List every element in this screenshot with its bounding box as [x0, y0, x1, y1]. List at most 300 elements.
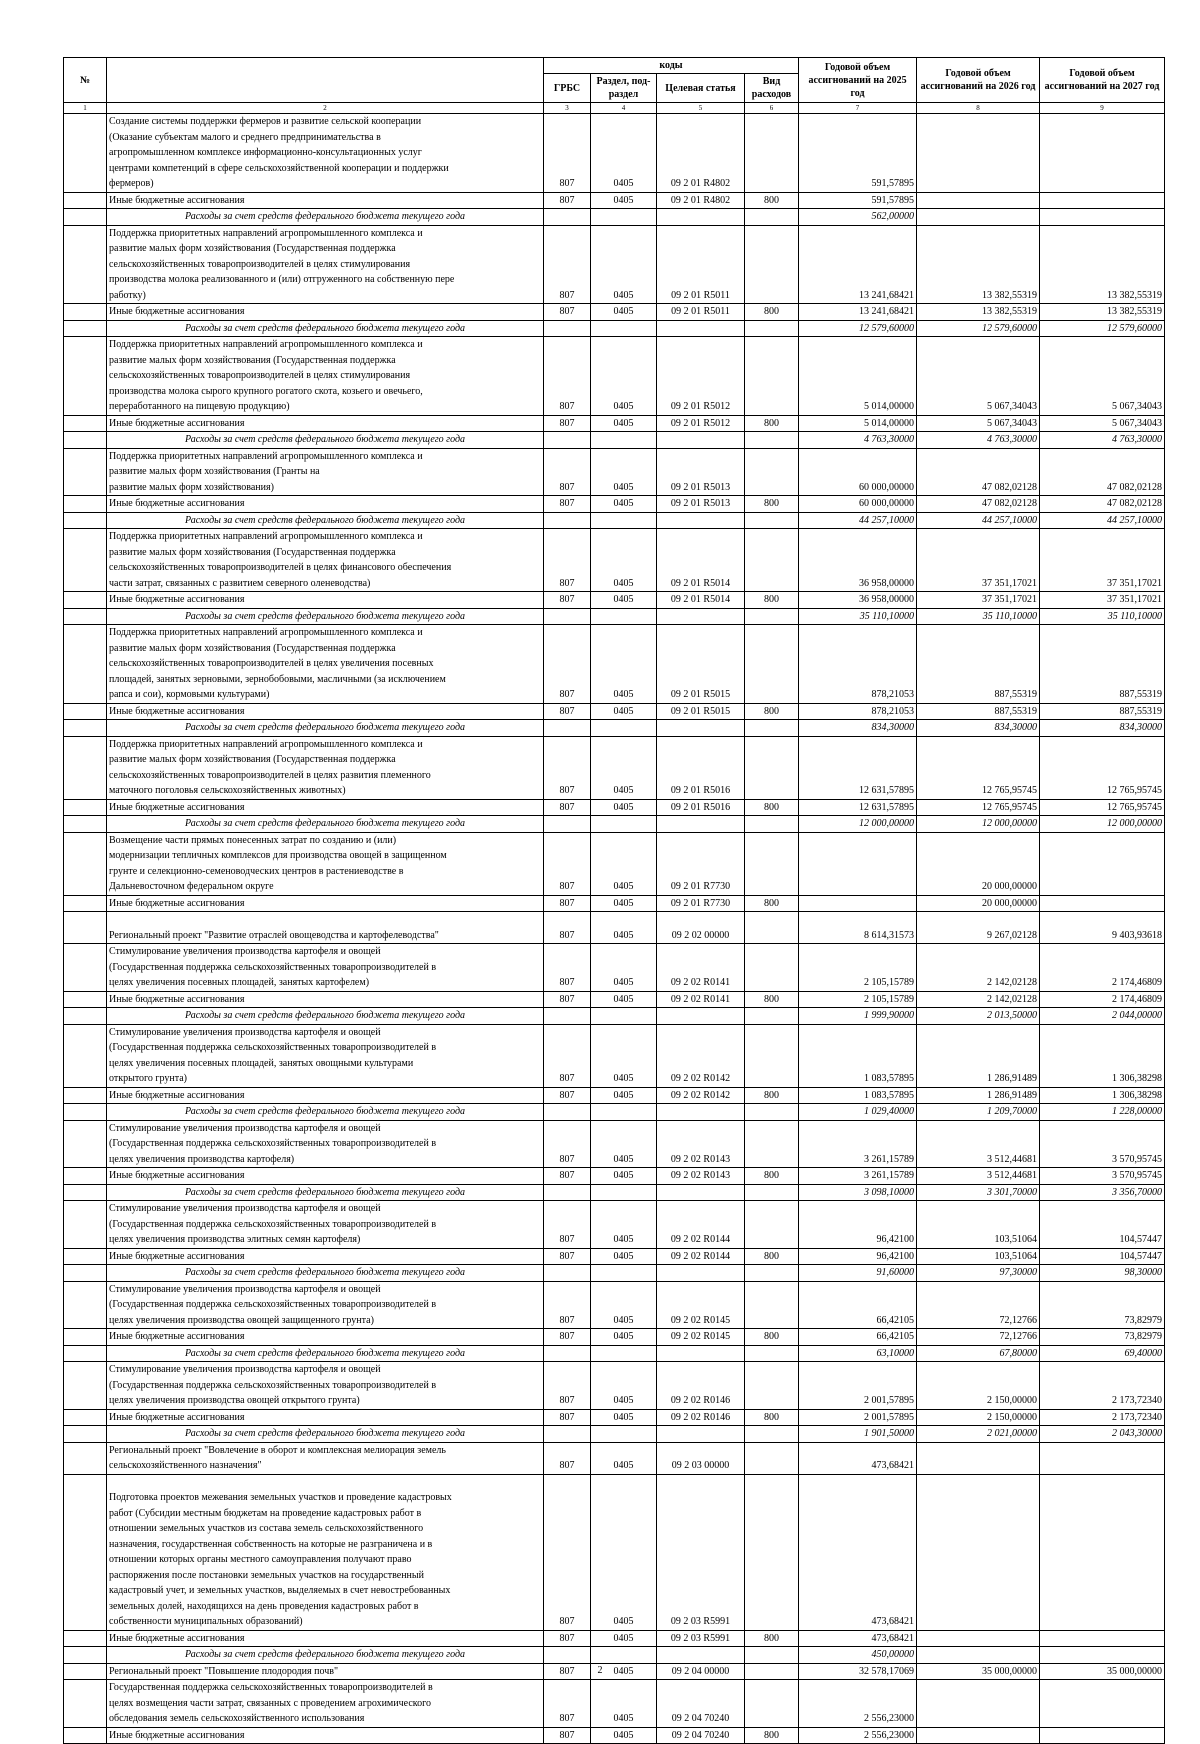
page-number: 2	[597, 1665, 603, 1676]
expense-type-cell	[745, 225, 799, 304]
federal-budget-subrow	[64, 512, 1165, 529]
section-cell: 0405	[591, 625, 657, 704]
item-name-cell: Иные бюджетные ассигнования	[107, 1329, 544, 1346]
section-cell: 0405	[591, 1409, 657, 1426]
expense-type-cell	[745, 1184, 799, 1201]
section-cell: 0405	[591, 912, 657, 944]
header-expense-type: Вид расходов	[745, 74, 799, 103]
grbs-cell	[544, 1104, 591, 1121]
row-number-cell	[64, 1265, 107, 1282]
item-name-cell: Стимулирование увеличения производства картофеля и овощей (Государственная поддержка сельскохозяйственных товаропроизводителей в целях увеличения посевных площадей, занятых картофелем)	[107, 944, 544, 992]
grbs-cell	[544, 1426, 591, 1443]
row-number-cell	[64, 496, 107, 513]
amount-2026-cell: 12 765,95745	[917, 736, 1040, 799]
row-number-cell	[64, 1329, 107, 1346]
expense-type-cell: 800	[745, 496, 799, 513]
amount-2025-cell: 1 083,57895	[799, 1087, 917, 1104]
grbs-cell	[544, 1647, 591, 1664]
section-cell	[591, 608, 657, 625]
expense-type-cell	[745, 529, 799, 592]
section-cell	[591, 816, 657, 833]
table-row	[64, 895, 1165, 912]
amount-2027-cell: 2 173,72340	[1040, 1409, 1165, 1426]
target-article-cell: 09 2 01 R4802	[657, 192, 745, 209]
target-article-cell: 09 2 01 R5015	[657, 703, 745, 720]
expense-type-cell: 800	[745, 1630, 799, 1647]
amount-2025-cell: 473,68421	[799, 1474, 917, 1630]
federal-budget-subrow	[64, 320, 1165, 337]
expense-type-cell	[745, 816, 799, 833]
row-number-cell	[64, 114, 107, 193]
table-row	[64, 1409, 1165, 1426]
section-cell: 0405	[591, 1630, 657, 1647]
target-article-cell: 09 2 01 R5013	[657, 496, 745, 513]
amount-2026-cell: 3 512,44681	[917, 1120, 1040, 1168]
section-cell	[591, 1647, 657, 1664]
grbs-cell: 807	[544, 1329, 591, 1346]
column-number: 5	[657, 103, 745, 114]
amount-2025-cell: 3 261,15789	[799, 1120, 917, 1168]
row-number-cell	[64, 1647, 107, 1664]
table-row	[64, 1362, 1165, 1410]
expense-type-cell: 800	[745, 1329, 799, 1346]
grbs-cell: 807	[544, 448, 591, 496]
amount-2027-cell	[1040, 1630, 1165, 1647]
grbs-cell: 807	[544, 496, 591, 513]
amount-2027-cell	[1040, 209, 1165, 226]
section-cell	[591, 1426, 657, 1443]
amount-2025-cell: 13 241,68421	[799, 304, 917, 321]
section-cell: 0405	[591, 1727, 657, 1744]
target-article-cell: 09 2 02 R0146	[657, 1362, 745, 1410]
row-number-cell	[64, 529, 107, 592]
row-number-cell	[64, 1201, 107, 1249]
item-name-cell: Иные бюджетные ассигнования	[107, 1727, 544, 1744]
amount-2025-cell: 96,42100	[799, 1248, 917, 1265]
row-number-cell	[64, 1630, 107, 1647]
expense-type-cell	[745, 448, 799, 496]
expense-type-cell	[745, 114, 799, 193]
grbs-cell: 807	[544, 1442, 591, 1474]
amount-2026-cell: 9 267,02128	[917, 912, 1040, 944]
amount-2025-cell: 63,10000	[799, 1345, 917, 1362]
section-cell: 0405	[591, 592, 657, 609]
section-cell: 0405	[591, 944, 657, 992]
grbs-cell	[544, 209, 591, 226]
budget-table	[63, 57, 1165, 1744]
section-cell: 0405	[591, 192, 657, 209]
amount-2026-cell: 103,51064	[917, 1248, 1040, 1265]
target-article-cell	[657, 1008, 745, 1025]
amount-2025-cell: 91,60000	[799, 1265, 917, 1282]
amount-2025-cell: 5 014,00000	[799, 415, 917, 432]
amount-2026-cell: 1 286,91489	[917, 1024, 1040, 1087]
target-article-cell: 09 2 02 R0143	[657, 1168, 745, 1185]
target-article-cell: 09 2 01 R5016	[657, 736, 745, 799]
target-article-cell	[657, 816, 745, 833]
amount-2026-cell: 72,12766	[917, 1329, 1040, 1346]
section-cell: 0405	[591, 1281, 657, 1329]
row-number-cell	[64, 1442, 107, 1474]
grbs-cell: 807	[544, 1362, 591, 1410]
item-name-cell: Стимулирование увеличения производства картофеля и овощей (Государственная поддержка сельскохозяйственных товаропроизводителей в целях увеличения производства картофеля)	[107, 1120, 544, 1168]
item-name-cell: Иные бюджетные ассигнования	[107, 991, 544, 1008]
grbs-cell: 807	[544, 832, 591, 895]
row-number-cell	[64, 304, 107, 321]
amount-2026-cell: 2 142,02128	[917, 944, 1040, 992]
expense-type-cell: 800	[745, 1727, 799, 1744]
target-article-cell	[657, 432, 745, 449]
expense-type-cell: 800	[745, 304, 799, 321]
section-cell: 0405	[591, 1168, 657, 1185]
grbs-cell: 807	[544, 114, 591, 193]
target-article-cell: 09 2 02 00000	[657, 912, 745, 944]
expense-type-cell	[745, 1120, 799, 1168]
amount-2025-cell: 2 556,23000	[799, 1680, 917, 1728]
expense-type-cell: 800	[745, 415, 799, 432]
header-year-2026: Годовой объем ассигнований на 2026 год	[917, 58, 1040, 103]
grbs-cell: 807	[544, 912, 591, 944]
section-cell: 0405	[591, 448, 657, 496]
target-article-cell: 09 2 02 R0146	[657, 1409, 745, 1426]
expense-type-cell	[745, 1281, 799, 1329]
amount-2027-cell: 2 173,72340	[1040, 1362, 1165, 1410]
amount-2025-cell: 13 241,68421	[799, 225, 917, 304]
amount-2027-cell: 1 306,38298	[1040, 1024, 1165, 1087]
grbs-cell: 807	[544, 944, 591, 992]
item-name-cell: Расходы за счет средств федерального бюджета текущего года	[107, 1104, 544, 1121]
amount-2027-cell: 12 765,95745	[1040, 736, 1165, 799]
federal-budget-subrow	[64, 720, 1165, 737]
expense-type-cell	[745, 720, 799, 737]
target-article-cell: 09 2 01 R5013	[657, 448, 745, 496]
federal-budget-subrow	[64, 1647, 1165, 1664]
row-number-cell	[64, 991, 107, 1008]
amount-2025-cell: 44 257,10000	[799, 512, 917, 529]
section-cell: 0405	[591, 1201, 657, 1249]
amount-2027-cell: 37 351,17021	[1040, 592, 1165, 609]
row-number-cell	[64, 625, 107, 704]
section-cell	[591, 720, 657, 737]
grbs-cell: 807	[544, 1663, 591, 1680]
item-name-cell: Расходы за счет средств федерального бюджета текущего года	[107, 512, 544, 529]
item-name-cell: Региональный проект "Повышение плодородия почв"	[107, 1663, 544, 1680]
target-article-cell: 09 2 01 R5012	[657, 337, 745, 416]
expense-type-cell: 800	[745, 1248, 799, 1265]
table-row	[64, 337, 1165, 416]
expense-type-cell: 800	[745, 703, 799, 720]
expense-type-cell	[745, 1442, 799, 1474]
amount-2027-cell: 3 570,95745	[1040, 1168, 1165, 1185]
item-name-cell: Стимулирование увеличения производства картофеля и овощей (Государственная поддержка сельскохозяйственных товаропроизводителей в целях увеличения производства элитных семян картофеля)	[107, 1201, 544, 1249]
section-cell: 0405	[591, 415, 657, 432]
table-row	[64, 1680, 1165, 1728]
expense-type-cell: 800	[745, 192, 799, 209]
item-name-cell: Поддержка приоритетных направлений агропромышленного комплекса и развитие малых форм хозяйствования (Государственная поддержка сельскохозяйственных товаропроизводителей в целях стимулирования производства молока реализованного и (или) отгруженного на собственную пере работку)	[107, 225, 544, 304]
grbs-cell: 807	[544, 592, 591, 609]
section-cell	[591, 1008, 657, 1025]
amount-2025-cell: 450,00000	[799, 1647, 917, 1664]
amount-2025-cell: 60 000,00000	[799, 496, 917, 513]
amount-2025-cell: 32 578,17069	[799, 1663, 917, 1680]
row-number-cell	[64, 1727, 107, 1744]
section-cell: 0405	[591, 304, 657, 321]
target-article-cell: 09 2 02 R0141	[657, 944, 745, 992]
item-name-cell: Региональный проект "Вовлечение в оборот и комплексная мелиорация земель сельскохозяйственного назначения"	[107, 1442, 544, 1474]
target-article-cell: 09 2 02 R0145	[657, 1329, 745, 1346]
table-row	[64, 1474, 1165, 1630]
table-row	[64, 703, 1165, 720]
grbs-cell: 807	[544, 895, 591, 912]
table-row	[64, 304, 1165, 321]
amount-2026-cell: 37 351,17021	[917, 529, 1040, 592]
row-number-cell	[64, 592, 107, 609]
expense-type-cell: 800	[745, 592, 799, 609]
expense-type-cell	[745, 320, 799, 337]
target-article-cell	[657, 1426, 745, 1443]
header-number: №	[64, 58, 107, 103]
item-name-cell: Расходы за счет средств федерального бюджета текущего года	[107, 1184, 544, 1201]
item-name-cell: Поддержка приоритетных направлений агропромышленного комплекса и развитие малых форм хозяйствования (Гранты на развитие малых форм хозяйствования)	[107, 448, 544, 496]
amount-2027-cell: 47 082,02128	[1040, 448, 1165, 496]
amount-2027-cell: 5 067,34043	[1040, 415, 1165, 432]
amount-2025-cell: 3 261,15789	[799, 1168, 917, 1185]
federal-budget-subrow	[64, 1104, 1165, 1121]
amount-2026-cell: 1 209,70000	[917, 1104, 1040, 1121]
federal-budget-subrow	[64, 1345, 1165, 1362]
amount-2026-cell: 13 382,55319	[917, 304, 1040, 321]
target-article-cell: 09 2 01 R5015	[657, 625, 745, 704]
expense-type-cell: 800	[745, 991, 799, 1008]
amount-2026-cell: 44 257,10000	[917, 512, 1040, 529]
expense-type-cell	[745, 209, 799, 226]
table-row	[64, 415, 1165, 432]
amount-2025-cell: 473,68421	[799, 1630, 917, 1647]
section-cell: 0405	[591, 799, 657, 816]
target-article-cell: 09 2 02 R0141	[657, 991, 745, 1008]
target-article-cell: 09 2 01 R5011	[657, 304, 745, 321]
row-number-cell	[64, 225, 107, 304]
amount-2027-cell	[1040, 832, 1165, 895]
amount-2027-cell: 2 174,46809	[1040, 944, 1165, 992]
row-number-cell	[64, 1120, 107, 1168]
item-name-cell: Создание системы поддержки фермеров и развитие сельской кооперации (Оказание субъектам малого и среднего предпринимательства в агропромышленном комплексе информационно-консультационных услуг центрами компетенций в сфере сельскохозяйственной кооперации и поддержки фермеров)	[107, 114, 544, 193]
column-number: 4	[591, 103, 657, 114]
row-number-cell	[64, 1426, 107, 1443]
row-number-cell	[64, 192, 107, 209]
amount-2025-cell: 878,21053	[799, 703, 917, 720]
grbs-cell: 807	[544, 1168, 591, 1185]
row-number-cell	[64, 912, 107, 944]
amount-2026-cell	[917, 1630, 1040, 1647]
table-row	[64, 448, 1165, 496]
expense-type-cell: 800	[745, 1087, 799, 1104]
section-cell: 0405	[591, 991, 657, 1008]
target-article-cell: 09 2 01 R5016	[657, 799, 745, 816]
amount-2026-cell: 35 000,00000	[917, 1663, 1040, 1680]
amount-2026-cell: 35 110,10000	[917, 608, 1040, 625]
grbs-cell: 807	[544, 1630, 591, 1647]
grbs-cell: 807	[544, 337, 591, 416]
item-name-cell: Подготовка проектов межевания земельных участков и проведение кадастровых работ (Субсидии местным бюджетам на проведение кадастровых работ в отношении земельных участков из состава земель сельскохозяйственного назначения, государственная собственность на которые не разграничена и в отношении которых органы местного самоуправления получают право распоряжения после постановки земельных участков на государственный кадастровый учет, и земельных участков, выделяемых в счет невостребованных земельных долей, находящихся на день проведения кадастровых работ в собственности муниципальных образований)	[107, 1474, 544, 1630]
item-name-cell: Расходы за счет средств федерального бюджета текущего года	[107, 720, 544, 737]
table-row	[64, 625, 1165, 704]
grbs-cell: 807	[544, 225, 591, 304]
amount-2025-cell	[799, 832, 917, 895]
target-article-cell: 09 2 02 R0144	[657, 1248, 745, 1265]
amount-2026-cell: 12 579,60000	[917, 320, 1040, 337]
amount-2026-cell: 47 082,02128	[917, 448, 1040, 496]
amount-2025-cell: 12 631,57895	[799, 736, 917, 799]
amount-2027-cell: 3 570,95745	[1040, 1120, 1165, 1168]
amount-2027-cell: 3 356,70000	[1040, 1184, 1165, 1201]
amount-2027-cell: 1 306,38298	[1040, 1087, 1165, 1104]
expense-type-cell	[745, 625, 799, 704]
amount-2026-cell: 2 142,02128	[917, 991, 1040, 1008]
target-article-cell	[657, 320, 745, 337]
row-number-cell	[64, 320, 107, 337]
row-number-cell	[64, 1104, 107, 1121]
amount-2027-cell: 2 044,00000	[1040, 1008, 1165, 1025]
item-name-cell: Расходы за счет средств федерального бюджета текущего года	[107, 1647, 544, 1664]
item-name-cell: Иные бюджетные ассигнования	[107, 1630, 544, 1647]
item-name-cell: Расходы за счет средств федерального бюджета текущего года	[107, 1265, 544, 1282]
amount-2025-cell: 35 110,10000	[799, 608, 917, 625]
target-article-cell	[657, 512, 745, 529]
item-name-cell: Возмещение части прямых понесенных затрат по созданию и (или) модернизации тепличных комплексов для производства овощей в защищенном грунте и селекционно-семеноводческих центров в растениеводстве в Дальневосточном федеральном округе	[107, 832, 544, 895]
amount-2027-cell: 73,82979	[1040, 1281, 1165, 1329]
target-article-cell: 09 2 01 R5011	[657, 225, 745, 304]
amount-2026-cell: 887,55319	[917, 625, 1040, 704]
amount-2026-cell	[917, 1727, 1040, 1744]
row-number-cell	[64, 1362, 107, 1410]
amount-2026-cell: 13 382,55319	[917, 225, 1040, 304]
table-row	[64, 496, 1165, 513]
item-name-cell: Расходы за счет средств федерального бюджета текущего года	[107, 432, 544, 449]
row-number-cell	[64, 448, 107, 496]
expense-type-cell	[745, 1474, 799, 1630]
row-number-cell	[64, 1248, 107, 1265]
expense-type-cell	[745, 1201, 799, 1249]
item-name-cell: Стимулирование увеличения производства картофеля и овощей (Государственная поддержка сельскохозяйственных товаропроизводителей в целях увеличения посевных площадей, занятых овощными культурами открытого грунта)	[107, 1024, 544, 1087]
section-cell	[591, 1184, 657, 1201]
target-article-cell: 09 2 01 R4802	[657, 114, 745, 193]
item-name-cell: Иные бюджетные ассигнования	[107, 895, 544, 912]
row-number-cell	[64, 799, 107, 816]
amount-2026-cell	[917, 209, 1040, 226]
target-article-cell: 09 2 01 R7730	[657, 832, 745, 895]
expense-type-cell	[745, 1008, 799, 1025]
grbs-cell	[544, 816, 591, 833]
row-number-cell	[64, 703, 107, 720]
amount-2027-cell: 1 228,00000	[1040, 1104, 1165, 1121]
amount-2027-cell: 104,57447	[1040, 1248, 1165, 1265]
amount-2026-cell: 20 000,00000	[917, 832, 1040, 895]
expense-type-cell	[745, 1647, 799, 1664]
amount-2027-cell: 2 174,46809	[1040, 991, 1165, 1008]
grbs-cell: 807	[544, 192, 591, 209]
amount-2026-cell	[917, 1442, 1040, 1474]
section-cell: 0405	[591, 1087, 657, 1104]
target-article-cell	[657, 608, 745, 625]
section-cell	[591, 1265, 657, 1282]
grbs-cell	[544, 608, 591, 625]
row-number-cell	[64, 1281, 107, 1329]
section-cell	[591, 209, 657, 226]
target-article-cell	[657, 1265, 745, 1282]
target-article-cell	[657, 209, 745, 226]
amount-2025-cell: 4 763,30000	[799, 432, 917, 449]
item-name-cell: Поддержка приоритетных направлений агропромышленного комплекса и развитие малых форм хозяйствования (Государственная поддержка сельскохозяйственных товаропроизводителей в целях увеличения посевных площадей, занятых зерновыми, зернобобовыми, масличными (за исключением рапса и сои), кормовыми культурами)	[107, 625, 544, 704]
amount-2025-cell: 878,21053	[799, 625, 917, 704]
grbs-cell: 807	[544, 1024, 591, 1087]
table-row	[64, 1630, 1165, 1647]
amount-2027-cell: 69,40000	[1040, 1345, 1165, 1362]
expense-type-cell	[745, 1345, 799, 1362]
grbs-cell: 807	[544, 304, 591, 321]
target-article-cell: 09 2 01 R5012	[657, 415, 745, 432]
federal-budget-subrow	[64, 1008, 1165, 1025]
table-row	[64, 192, 1165, 209]
expense-type-cell: 800	[745, 1409, 799, 1426]
header-year-2027: Годовой объем ассигнований на 2027 год	[1040, 58, 1165, 103]
amount-2027-cell	[1040, 1680, 1165, 1728]
expense-type-cell	[745, 337, 799, 416]
row-number-cell	[64, 415, 107, 432]
row-number-cell	[64, 832, 107, 895]
item-name-cell: Иные бюджетные ассигнования	[107, 496, 544, 513]
amount-2026-cell: 12 765,95745	[917, 799, 1040, 816]
amount-2025-cell: 591,57895	[799, 114, 917, 193]
federal-budget-subrow	[64, 816, 1165, 833]
target-article-cell: 09 2 02 R0142	[657, 1087, 745, 1104]
amount-2026-cell: 37 351,17021	[917, 592, 1040, 609]
item-name-cell: Иные бюджетные ассигнования	[107, 1168, 544, 1185]
table-row	[64, 1281, 1165, 1329]
grbs-cell: 807	[544, 1680, 591, 1728]
amount-2025-cell: 2 001,57895	[799, 1409, 917, 1426]
section-cell: 0405	[591, 496, 657, 513]
section-cell: 0405	[591, 225, 657, 304]
amount-2026-cell: 67,80000	[917, 1345, 1040, 1362]
amount-2026-cell	[917, 192, 1040, 209]
section-cell: 0405	[591, 1474, 657, 1630]
item-name-cell: Расходы за счет средств федерального бюджета текущего года	[107, 1426, 544, 1443]
amount-2027-cell: 44 257,10000	[1040, 512, 1165, 529]
row-number-cell	[64, 816, 107, 833]
amount-2025-cell: 66,42105	[799, 1281, 917, 1329]
table-row	[64, 944, 1165, 992]
amount-2025-cell: 1 083,57895	[799, 1024, 917, 1087]
table-row	[64, 736, 1165, 799]
target-article-cell: 09 2 02 R0144	[657, 1201, 745, 1249]
amount-2025-cell: 2 105,15789	[799, 944, 917, 992]
expense-type-cell: 800	[745, 895, 799, 912]
grbs-cell	[544, 720, 591, 737]
row-number-cell	[64, 736, 107, 799]
amount-2025-cell: 1 029,40000	[799, 1104, 917, 1121]
target-article-cell	[657, 1184, 745, 1201]
item-name-cell: Государственная поддержка сельскохозяйственных товаропроизводителей в целях возмещения части затрат, связанных с проведением агрохимического обследования земель сельскохозяйственного использования	[107, 1680, 544, 1728]
amount-2027-cell	[1040, 1442, 1165, 1474]
item-name-cell: Поддержка приоритетных направлений агропромышленного комплекса и развитие малых форм хозяйствования (Государственная поддержка сельскохозяйственных товаропроизводителей в целях стимулирования производства молока сырого крупного рогатого скота, козьего и овечьего, переработанного на пищевую продукцию)	[107, 337, 544, 416]
amount-2026-cell	[917, 1474, 1040, 1630]
amount-2025-cell: 473,68421	[799, 1442, 917, 1474]
grbs-cell: 807	[544, 529, 591, 592]
target-article-cell	[657, 1104, 745, 1121]
item-name-cell: Расходы за счет средств федерального бюджета текущего года	[107, 320, 544, 337]
header-codes: коды	[544, 58, 799, 74]
